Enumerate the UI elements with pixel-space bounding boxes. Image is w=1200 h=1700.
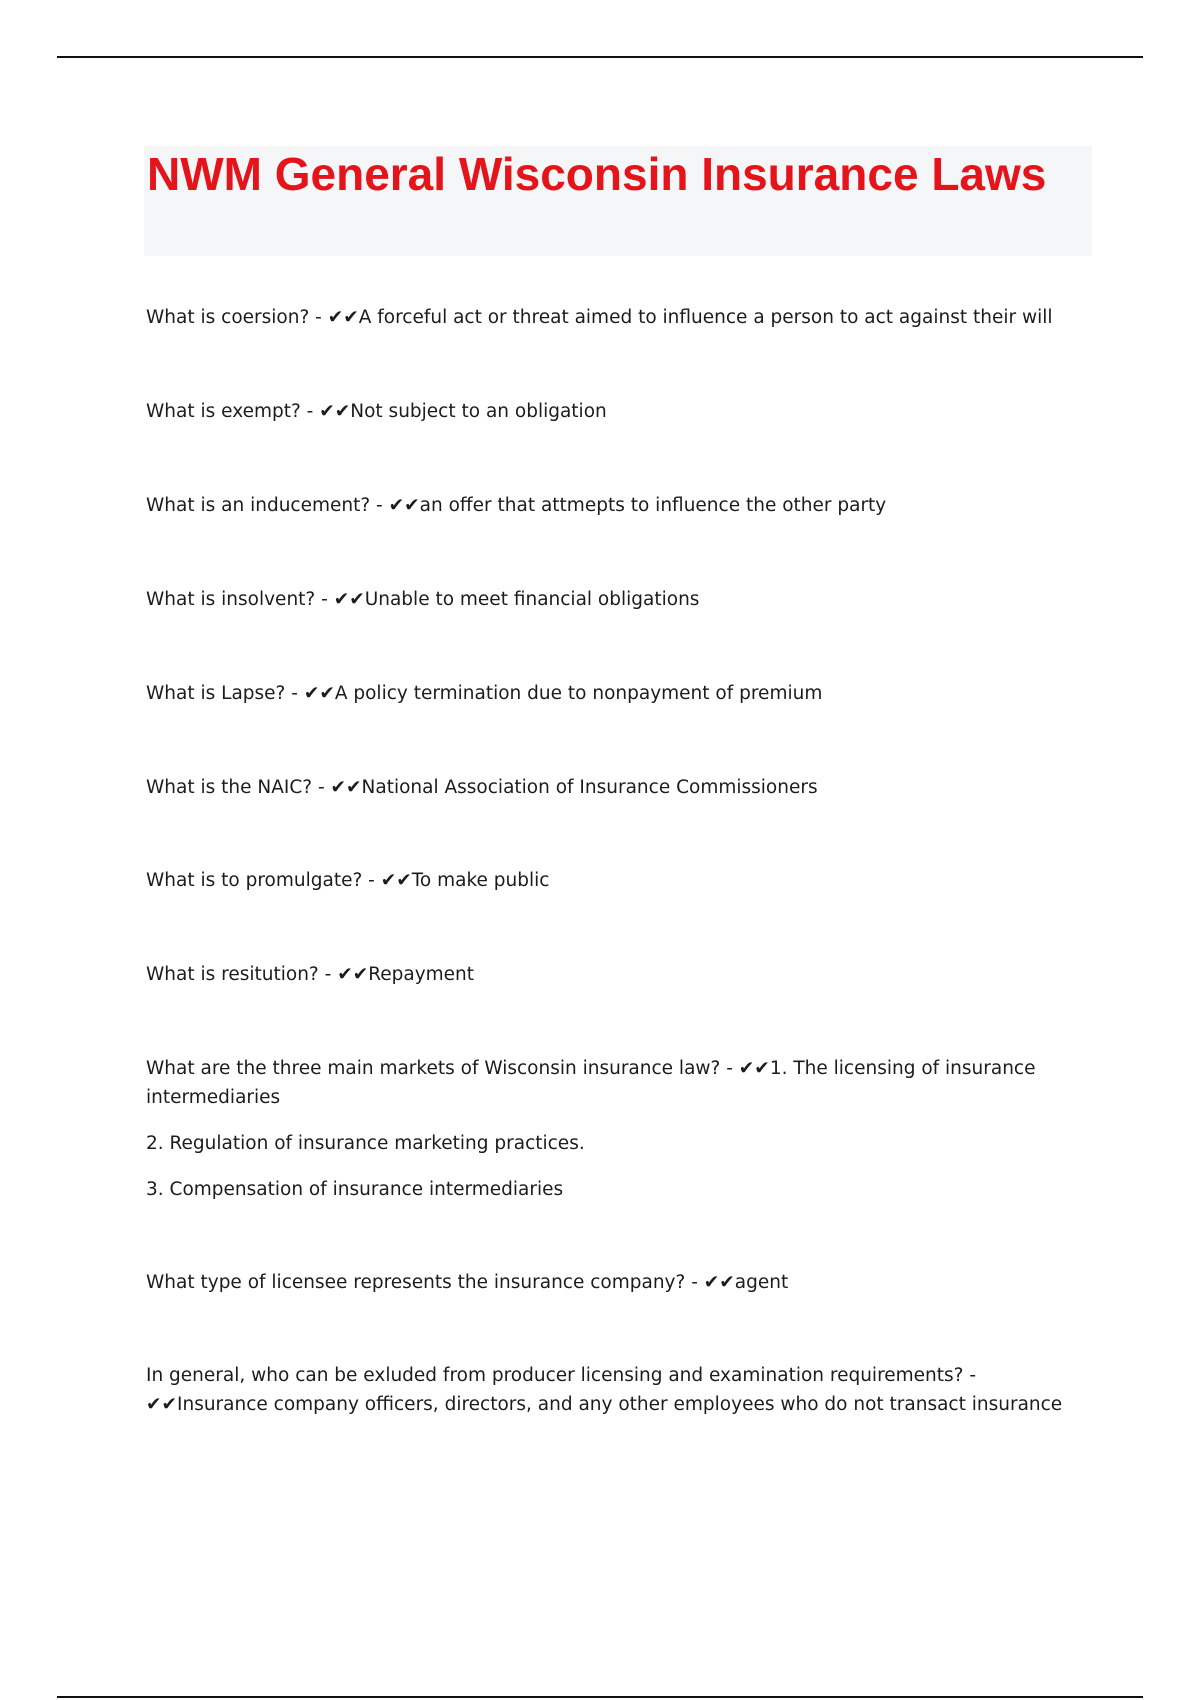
answer-text: Unable to meet financial obligations — [364, 589, 700, 610]
bottom-rule — [57, 1696, 1143, 1698]
question-text: What is Lapse? - — [146, 683, 304, 704]
question-text: What is to promulgate? - — [146, 870, 381, 891]
qa-entry-naic — [146, 773, 1086, 802]
question-text: What is the NAIC? - — [146, 777, 331, 798]
double-check-icon: ✔✔ — [703, 1272, 735, 1293]
question-text: What is an inducement? - — [146, 495, 389, 516]
answer-text: agent — [734, 1272, 789, 1293]
qa-entry-licensee-type — [146, 1268, 1086, 1297]
answer-continuation-line: 2. Regulation of insurance marketing practices. — [146, 1133, 585, 1154]
qa-entry-licensing-exclusions — [146, 1361, 1086, 1419]
double-check-icon: ✔✔ — [333, 589, 365, 610]
answer-text: an offer that attmepts to influence the other party — [419, 495, 887, 516]
double-check-icon: ✔✔ — [146, 1394, 178, 1415]
question-text: What are the three main markets of Wisconsin insurance law? - — [146, 1058, 739, 1079]
qa-line — [146, 773, 1086, 802]
qa-line — [146, 679, 1086, 708]
double-check-icon: ✔✔ — [388, 495, 420, 516]
double-check-icon: ✔✔ — [738, 1058, 770, 1079]
top-rule — [57, 56, 1143, 58]
qa-entry-exempt — [146, 397, 1086, 426]
qa-line — [146, 1054, 1086, 1112]
answer-text: A forceful act or threat aimed to influence a person to act against their will — [358, 307, 1053, 328]
double-check-icon: ✔✔ — [380, 870, 412, 891]
answer-text: To make public — [411, 870, 550, 891]
answer-text: Not subject to an obligation — [350, 401, 607, 422]
qa-entry-coersion — [146, 303, 1086, 332]
double-check-icon: ✔✔ — [319, 401, 351, 422]
question-text: What type of licensee represents the insurance company? - — [146, 1272, 704, 1293]
qa-line — [146, 397, 1086, 426]
qa-entry-lapse — [146, 679, 1086, 708]
question-text: In general, who can be exluded from producer licensing and examination requirements? - — [146, 1365, 977, 1386]
question-text: What is insolvent? - — [146, 589, 334, 610]
double-check-icon: ✔✔ — [337, 964, 369, 985]
qa-line — [146, 960, 1086, 989]
double-check-icon: ✔✔ — [303, 683, 335, 704]
question-text: What is resitution? - — [146, 964, 338, 985]
double-check-icon: ✔✔ — [330, 777, 362, 798]
answer-text: Insurance company officers, directors, and any other employees who do not transact insurance — [177, 1394, 1063, 1415]
answer-text: 1. The licensing of insurance intermediaries — [146, 1058, 1036, 1108]
answer-text: A policy termination due to nonpayment of premium — [334, 683, 823, 704]
qa-line — [146, 1361, 1086, 1419]
qa-entry-promulgate — [146, 866, 1086, 895]
qa-entry-insolvent — [146, 585, 1086, 614]
qa-line — [146, 491, 1086, 520]
qa-line — [146, 1268, 1086, 1297]
double-check-icon: ✔✔ — [327, 307, 359, 328]
answer-text: Repayment — [368, 964, 475, 985]
question-text: What is coersion? - — [146, 307, 328, 328]
question-text: What is exempt? - — [146, 401, 320, 422]
qa-entry-resitution — [146, 960, 1086, 989]
answer-continuation-line: 3. Compensation of insurance intermediaries — [146, 1179, 564, 1200]
qa-entry-inducement — [146, 491, 1086, 520]
qa-line — [146, 585, 1086, 614]
qa-line — [146, 303, 1086, 332]
answer-text: National Association of Insurance Commissioners — [361, 777, 818, 798]
qa-entry-three-markets — [146, 1054, 1086, 1204]
qa-line — [146, 866, 1086, 895]
document-title: NWM General Wisconsin Insurance Laws — [147, 148, 1047, 200]
